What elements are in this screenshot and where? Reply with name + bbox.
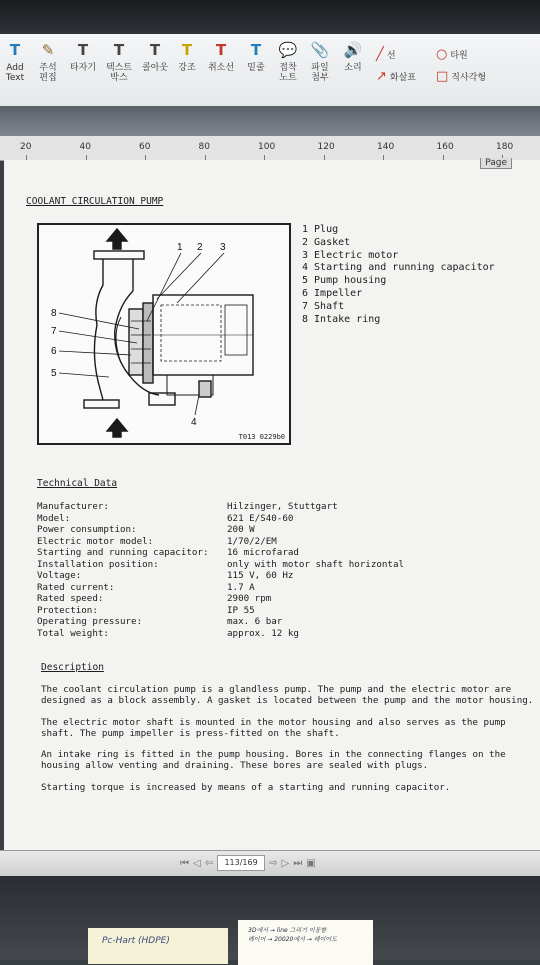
tech-data-value: 621 E/S40-60 — [227, 512, 294, 524]
tech-data-key: Rated current: — [37, 581, 115, 593]
tech-data-value: Hilzinger, Stuttgart — [227, 501, 338, 512]
comment-edit-button[interactable] — [30, 34, 66, 100]
ruler-label: 100 — [258, 142, 276, 152]
sticky-note-button[interactable] — [272, 34, 304, 100]
shape-label: 화살표 — [389, 72, 416, 83]
description-paragraph: The coolant circulation pump is a glandless pump. The pump and the electric motor are designed as a block assembly. A gasket is located between the pump and the motor housing. — [41, 684, 534, 707]
flow-in-arrow-icon — [107, 419, 127, 437]
sticky-note-right — [238, 920, 373, 965]
tech-data-row — [37, 616, 404, 628]
add-text-icon: T — [9, 41, 21, 59]
ruler-label: 180 — [496, 142, 514, 152]
legend-item: 5 Pump housing — [302, 275, 387, 287]
toolbar-label: 접착 노트 — [279, 63, 297, 83]
tech-data-key: Installation position: — [37, 558, 159, 570]
sticky-note-icon: 💬 — [278, 41, 298, 59]
horizontal-ruler — [0, 136, 540, 161]
ruler-label: 160 — [436, 142, 454, 152]
tech-data-row — [37, 536, 404, 548]
ellipse-icon: ○ — [436, 46, 448, 62]
legend-item: 3 Electric motor — [302, 249, 399, 261]
toolbar-label: 밑줄 — [247, 63, 265, 73]
tech-data-row — [37, 559, 404, 571]
legend-item: 4 Starting and running capacitor — [302, 262, 495, 274]
pump-cross-section-drawing — [39, 225, 285, 439]
highlight-button[interactable] — [172, 34, 202, 100]
tech-data-value: 200 W — [227, 524, 255, 535]
shape-label: 선 — [386, 50, 396, 61]
ruler-label: 20 — [20, 142, 32, 152]
tech-data-row — [37, 501, 404, 513]
legend-item: 7 Shaft — [302, 300, 345, 312]
attach-file-icon: 📎 — [310, 41, 330, 59]
description-paragraph: Starting torque is increased by means of a starting and running capacitor. — [41, 781, 451, 793]
page-tab[interactable]: Page — [480, 158, 512, 169]
sound-icon: 🔊 — [343, 41, 363, 59]
description-paragraph: The electric motor shaft is mounted in the motor housing and also serves as the pump shaft. The pump impeller is press-fitted on the shaft. — [41, 716, 506, 739]
legend-item: 8 Intake ring — [302, 313, 381, 325]
legend-item: 6 Impeller — [302, 287, 363, 299]
last-page-icon[interactable]: ⏭ — [293, 857, 303, 869]
callout-5: 5 — [51, 368, 57, 379]
tech-data-key: Operating pressure: — [37, 616, 143, 627]
pump-diagram — [37, 223, 291, 445]
tech-data-key: Electric motor model: — [37, 535, 154, 547]
next-page-icon[interactable]: ▷ — [281, 857, 290, 869]
first-page-icon[interactable]: ⏮ — [180, 857, 189, 869]
tech-data-value: IP 55 — [227, 604, 255, 616]
ruler-label: 60 — [139, 142, 151, 152]
line-tool[interactable] — [376, 46, 434, 62]
callout-3: 3 — [220, 242, 226, 253]
toolbar-label: 주석 편집 — [39, 63, 57, 83]
tech-data-row — [37, 570, 404, 582]
view-mode-icon[interactable]: ▣ — [306, 857, 316, 869]
tech-data-value: 115 V, 60 Hz — [227, 570, 294, 581]
ruler-label: 40 — [79, 142, 91, 152]
toolbar-separator — [0, 106, 540, 136]
comment-edit-icon: ✎ — [41, 41, 55, 59]
tech-data-row — [37, 605, 404, 617]
tech-data-key: Total weight: — [37, 627, 109, 639]
sound-button[interactable] — [336, 34, 370, 100]
ruler-label: 140 — [377, 142, 395, 152]
callout-6: 6 — [51, 346, 57, 357]
typewriter-icon: T — [77, 41, 89, 59]
arrow-tool[interactable] — [376, 68, 434, 84]
note-line-2: 레이어 → 20020에서 → 레이어도 — [248, 936, 337, 943]
page-number-input[interactable]: 113/169 — [217, 855, 265, 871]
prev-page-icon[interactable]: ◁ — [193, 857, 201, 869]
monitor-bezel — [0, 0, 540, 34]
shape-label: 타원 — [450, 50, 468, 61]
sticky-note-left: Pc-Hart (HDPE) — [88, 928, 228, 964]
status-bar — [0, 850, 540, 877]
description-paragraph: An intake ring is fitted in the pump housing. Bores in the connecting flanges on the housing allow venting and draining. These bores are sealed with plugs. — [41, 749, 506, 772]
tech-data-value: 2900 rpm — [227, 593, 272, 604]
highlight-icon: T — [181, 41, 193, 59]
figure-legend — [302, 224, 495, 326]
tech-data-value: only with motor shaft horizontal — [227, 558, 405, 570]
tech-data-key: Rated speed: — [37, 593, 104, 604]
tech-data-row — [37, 628, 404, 640]
tech-data-value: 16 microfarad — [227, 547, 299, 558]
document-title: COOLANT CIRCULATION PUMP — [26, 196, 164, 207]
page-navigation — [180, 855, 316, 871]
toolbar-label: 텍스트 박스 — [105, 63, 133, 83]
document-page — [4, 160, 540, 850]
strikethrough-icon: T — [215, 41, 227, 59]
annotation-toolbar — [0, 34, 540, 107]
tech-data-key: Model: — [37, 512, 71, 524]
description-heading: Description — [41, 662, 104, 673]
forward-icon[interactable]: ⇨ — [269, 857, 278, 869]
tech-data-value: approx. 12 kg — [227, 627, 299, 639]
tech-data-row — [37, 524, 404, 536]
attach-file-button[interactable] — [304, 34, 336, 100]
tech-data-value: 1.7 A — [227, 581, 255, 593]
toolbar-label: 콜아웃 — [141, 63, 169, 73]
callout-2: 2 — [197, 242, 203, 253]
ruler-label: 120 — [317, 142, 335, 152]
callout-icon: T — [149, 41, 161, 59]
shape-tools — [370, 34, 500, 84]
callout-8: 8 — [51, 308, 57, 319]
tech-data-row — [37, 547, 404, 559]
tech-data-row — [37, 513, 404, 525]
toolbar-label: 소리 — [344, 63, 362, 73]
ellipse-tool[interactable] — [436, 46, 500, 62]
toolbar-label: 취소선 — [207, 63, 235, 73]
tech-data-row — [37, 582, 404, 594]
arrow-icon: ↗ — [376, 68, 387, 84]
flow-out-arrow-icon — [107, 229, 127, 249]
description-body — [41, 684, 536, 803]
rectangle-tool[interactable] — [436, 68, 500, 84]
callout-7: 7 — [51, 326, 57, 337]
legend-item: 1 Plug — [302, 224, 339, 235]
add-text-button[interactable] — [0, 34, 30, 100]
shape-label: 직사각형 — [451, 72, 487, 83]
toolbar-label: Add Text — [5, 63, 25, 83]
tech-data-table — [37, 501, 404, 639]
line-icon: ╱ — [376, 46, 384, 62]
toolbar-label: 파일 첨부 — [311, 63, 329, 83]
tech-data-row — [37, 593, 404, 605]
tech-data-value: 1/70/2/EM — [227, 535, 277, 547]
toolbar-label: 타자기 — [69, 63, 97, 73]
rectangle-icon: □ — [436, 68, 449, 84]
tech-data-key: Voltage: — [37, 570, 82, 581]
back-icon[interactable]: ⇦ — [204, 857, 214, 869]
tech-data-value: max. 6 bar — [227, 616, 283, 627]
textbox-button[interactable] — [100, 34, 138, 100]
textbox-icon: T — [113, 41, 125, 59]
underline-button[interactable] — [240, 34, 272, 100]
note-line-1: 3D에서 → line 그리기 이동함 — [248, 927, 327, 934]
tech-data-key: Manufacturer: — [37, 501, 109, 512]
callout-4: 4 — [191, 417, 197, 428]
typewriter-button[interactable] — [66, 34, 100, 100]
figure-code: T013 0229b0 — [238, 433, 285, 441]
tech-data-heading: Technical Data — [37, 478, 118, 489]
ruler-label: 80 — [198, 142, 210, 152]
callout-button[interactable] — [138, 34, 172, 100]
tech-data-key: Starting and running capacitor: — [37, 547, 209, 558]
underline-icon: T — [250, 41, 262, 59]
toolbar-label: 강조 — [178, 63, 196, 73]
strikethrough-button[interactable] — [202, 34, 240, 100]
legend-item: 2 Gasket — [302, 236, 351, 248]
tech-data-key: Power consumption: — [37, 524, 137, 535]
callout-1: 1 — [177, 242, 183, 253]
tech-data-key: Protection: — [37, 604, 98, 616]
